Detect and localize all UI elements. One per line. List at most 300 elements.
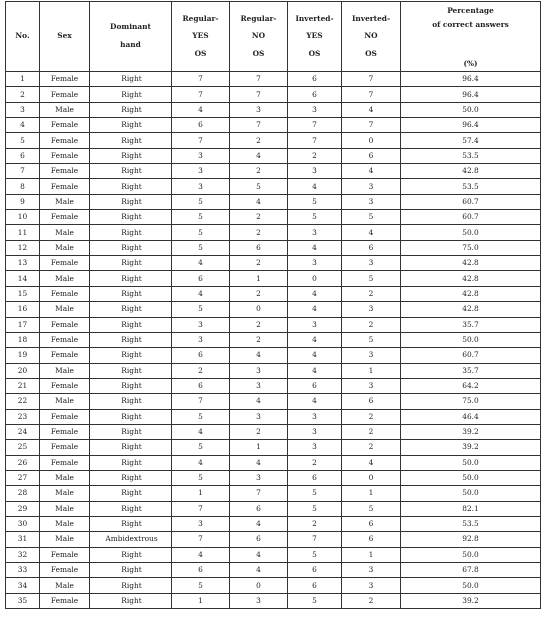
table-row: [6, 332, 541, 347]
results-table: [5, 1, 541, 609]
cell-inverted-yes-os: 4: [288, 286, 342, 301]
cell-regular-yes-os: 5: [172, 470, 230, 485]
cell-regular-yes-os: 3: [172, 516, 230, 531]
cell-regular-yes-os: 5: [172, 409, 230, 424]
cell-dominant-hand: Right: [90, 516, 172, 531]
cell-regular-no-os: 0: [230, 302, 288, 317]
cell-inverted-no-os: 2: [342, 424, 401, 439]
cell-sex: Male: [40, 240, 90, 255]
cell-percentage-correct: 57.4: [401, 133, 541, 148]
cell-inverted-no-os: 1: [342, 486, 401, 501]
cell-regular-yes-os: 5: [172, 240, 230, 255]
cell-sex: Female: [40, 348, 90, 363]
header-inverted-yes-os: Inverted- YES OS: [288, 2, 342, 72]
cell-regular-no-os: 7: [230, 118, 288, 133]
cell-percentage-correct: 67.8: [401, 563, 541, 578]
cell-percentage-correct: 75.0: [401, 394, 541, 409]
cell-percentage-correct: 39.2: [401, 424, 541, 439]
results-table-container: [5, 1, 540, 609]
cell-percentage-correct: 82.1: [401, 501, 541, 516]
cell-regular-no-os: 3: [230, 378, 288, 393]
table-row: [6, 409, 541, 424]
cell-inverted-no-os: 6: [342, 532, 401, 547]
cell-sex: Female: [40, 256, 90, 271]
cell-dominant-hand: Right: [90, 302, 172, 317]
cell-no: 2: [6, 87, 40, 102]
table-row: [6, 455, 541, 470]
cell-sex: Female: [40, 118, 90, 133]
cell-inverted-no-os: 3: [342, 302, 401, 317]
cell-inverted-yes-os: 5: [288, 194, 342, 209]
cell-inverted-no-os: 3: [342, 194, 401, 209]
cell-no: 19: [6, 348, 40, 363]
cell-percentage-correct: 42.8: [401, 256, 541, 271]
cell-no: 27: [6, 470, 40, 485]
cell-regular-no-os: 2: [230, 424, 288, 439]
cell-regular-yes-os: 4: [172, 102, 230, 117]
table-row: [6, 133, 541, 148]
cell-no: 3: [6, 102, 40, 117]
cell-sex: Female: [40, 409, 90, 424]
cell-sex: Female: [40, 87, 90, 102]
cell-inverted-yes-os: 6: [288, 87, 342, 102]
cell-inverted-no-os: 6: [342, 240, 401, 255]
cell-no: 28: [6, 486, 40, 501]
cell-no: 24: [6, 424, 40, 439]
cell-regular-yes-os: 4: [172, 455, 230, 470]
cell-no: 14: [6, 271, 40, 286]
cell-inverted-no-os: 7: [342, 72, 401, 87]
cell-dominant-hand: Right: [90, 225, 172, 240]
table-row: [6, 470, 541, 485]
table-row: [6, 271, 541, 286]
table-row: [6, 394, 541, 409]
cell-dominant-hand: Right: [90, 563, 172, 578]
cell-percentage-correct: 42.8: [401, 271, 541, 286]
cell-regular-no-os: 3: [230, 593, 288, 608]
cell-regular-yes-os: 7: [172, 532, 230, 547]
cell-sex: Female: [40, 286, 90, 301]
table-row: [6, 424, 541, 439]
cell-no: 13: [6, 256, 40, 271]
cell-dominant-hand: Right: [90, 286, 172, 301]
cell-regular-yes-os: 6: [172, 348, 230, 363]
cell-inverted-no-os: 6: [342, 394, 401, 409]
cell-percentage-correct: 39.2: [401, 440, 541, 455]
cell-inverted-yes-os: 3: [288, 409, 342, 424]
cell-dominant-hand: Right: [90, 486, 172, 501]
cell-regular-yes-os: 7: [172, 87, 230, 102]
cell-dominant-hand: Right: [90, 164, 172, 179]
header-inverted-no-os: Inverted- NO OS: [342, 2, 401, 72]
cell-inverted-yes-os: 4: [288, 363, 342, 378]
cell-sex: Male: [40, 302, 90, 317]
cell-dominant-hand: Right: [90, 87, 172, 102]
cell-regular-no-os: 4: [230, 455, 288, 470]
cell-inverted-no-os: 0: [342, 133, 401, 148]
cell-regular-no-os: 5: [230, 179, 288, 194]
cell-inverted-no-os: 3: [342, 378, 401, 393]
cell-dominant-hand: Right: [90, 547, 172, 562]
cell-sex: Male: [40, 532, 90, 547]
cell-sex: Female: [40, 563, 90, 578]
table-row: [6, 87, 541, 102]
cell-percentage-correct: 60.7: [401, 210, 541, 225]
cell-dominant-hand: Right: [90, 378, 172, 393]
table-row: [6, 532, 541, 547]
cell-no: 32: [6, 547, 40, 562]
header-row: [6, 2, 541, 72]
table-row: [6, 148, 541, 163]
table-row: [6, 501, 541, 516]
cell-inverted-yes-os: 5: [288, 486, 342, 501]
cell-inverted-no-os: 1: [342, 363, 401, 378]
cell-sex: Female: [40, 593, 90, 608]
cell-inverted-yes-os: 3: [288, 256, 342, 271]
cell-sex: Male: [40, 194, 90, 209]
cell-sex: Female: [40, 317, 90, 332]
table-row: [6, 102, 541, 117]
cell-dominant-hand: Right: [90, 271, 172, 286]
cell-regular-no-os: 4: [230, 194, 288, 209]
cell-inverted-yes-os: 3: [288, 164, 342, 179]
cell-sex: Female: [40, 440, 90, 455]
cell-regular-yes-os: 2: [172, 363, 230, 378]
cell-inverted-no-os: 6: [342, 516, 401, 531]
table-row: [6, 378, 541, 393]
cell-regular-yes-os: 5: [172, 302, 230, 317]
cell-inverted-no-os: 5: [342, 501, 401, 516]
cell-regular-no-os: 4: [230, 348, 288, 363]
cell-dominant-hand: Right: [90, 133, 172, 148]
cell-inverted-no-os: 4: [342, 455, 401, 470]
cell-sex: Female: [40, 133, 90, 148]
cell-dominant-hand: Right: [90, 440, 172, 455]
cell-dominant-hand: Right: [90, 363, 172, 378]
table-row: [6, 547, 541, 562]
cell-regular-no-os: 1: [230, 440, 288, 455]
cell-inverted-yes-os: 4: [288, 394, 342, 409]
cell-percentage-correct: 50.0: [401, 102, 541, 117]
cell-inverted-yes-os: 3: [288, 317, 342, 332]
cell-no: 1: [6, 72, 40, 87]
cell-regular-yes-os: 7: [172, 394, 230, 409]
table-row: [6, 72, 541, 87]
cell-sex: Male: [40, 363, 90, 378]
cell-no: 11: [6, 225, 40, 240]
cell-inverted-no-os: 7: [342, 87, 401, 102]
cell-percentage-correct: 50.0: [401, 470, 541, 485]
cell-inverted-no-os: 5: [342, 210, 401, 225]
cell-no: 30: [6, 516, 40, 531]
cell-no: 4: [6, 118, 40, 133]
table-row: [6, 317, 541, 332]
cell-regular-yes-os: 5: [172, 440, 230, 455]
cell-inverted-no-os: 4: [342, 225, 401, 240]
cell-dominant-hand: Right: [90, 593, 172, 608]
cell-regular-yes-os: 4: [172, 286, 230, 301]
cell-dominant-hand: Right: [90, 409, 172, 424]
cell-inverted-yes-os: 4: [288, 348, 342, 363]
header-regular-yes-os: Regular- YES OS: [172, 2, 230, 72]
cell-inverted-no-os: 4: [342, 164, 401, 179]
cell-inverted-yes-os: 2: [288, 455, 342, 470]
table-row: [6, 225, 541, 240]
cell-dominant-hand: Right: [90, 102, 172, 117]
cell-no: 10: [6, 210, 40, 225]
cell-regular-yes-os: 5: [172, 578, 230, 593]
cell-sex: Male: [40, 486, 90, 501]
cell-regular-yes-os: 7: [172, 501, 230, 516]
cell-no: 18: [6, 332, 40, 347]
table-row: [6, 118, 541, 133]
cell-inverted-no-os: 6: [342, 148, 401, 163]
cell-dominant-hand: Right: [90, 72, 172, 87]
cell-inverted-yes-os: 6: [288, 578, 342, 593]
table-row: [6, 194, 541, 209]
cell-percentage-correct: 53.5: [401, 179, 541, 194]
cell-inverted-yes-os: 4: [288, 179, 342, 194]
cell-regular-no-os: 4: [230, 148, 288, 163]
cell-inverted-no-os: 4: [342, 102, 401, 117]
cell-inverted-no-os: 3: [342, 578, 401, 593]
table-row: [6, 302, 541, 317]
cell-no: 31: [6, 532, 40, 547]
cell-inverted-yes-os: 2: [288, 148, 342, 163]
cell-sex: Female: [40, 210, 90, 225]
header-sex: Sex: [40, 2, 90, 72]
cell-no: 7: [6, 164, 40, 179]
cell-regular-no-os: 6: [230, 240, 288, 255]
header-no: No.: [6, 2, 40, 72]
cell-regular-no-os: 2: [230, 210, 288, 225]
cell-dominant-hand: Ambidextrous: [90, 532, 172, 547]
cell-no: 29: [6, 501, 40, 516]
cell-regular-no-os: 7: [230, 72, 288, 87]
cell-inverted-yes-os: 6: [288, 72, 342, 87]
cell-dominant-hand: Right: [90, 317, 172, 332]
cell-sex: Female: [40, 424, 90, 439]
cell-regular-yes-os: 6: [172, 118, 230, 133]
cell-regular-yes-os: 3: [172, 332, 230, 347]
cell-regular-no-os: 4: [230, 394, 288, 409]
cell-regular-no-os: 3: [230, 409, 288, 424]
cell-regular-yes-os: 3: [172, 164, 230, 179]
cell-no: 6: [6, 148, 40, 163]
cell-percentage-correct: 60.7: [401, 348, 541, 363]
cell-percentage-correct: 46.4: [401, 409, 541, 424]
cell-inverted-yes-os: 4: [288, 302, 342, 317]
cell-sex: Male: [40, 578, 90, 593]
cell-percentage-correct: 50.0: [401, 547, 541, 562]
cell-dominant-hand: Right: [90, 210, 172, 225]
cell-no: 22: [6, 394, 40, 409]
table-row: [6, 516, 541, 531]
cell-no: 17: [6, 317, 40, 332]
cell-inverted-yes-os: 3: [288, 102, 342, 117]
cell-inverted-no-os: 2: [342, 317, 401, 332]
cell-regular-yes-os: 3: [172, 148, 230, 163]
cell-dominant-hand: Right: [90, 578, 172, 593]
cell-regular-yes-os: 1: [172, 486, 230, 501]
cell-inverted-yes-os: 7: [288, 133, 342, 148]
cell-sex: Female: [40, 455, 90, 470]
cell-inverted-no-os: 1: [342, 547, 401, 562]
cell-percentage-correct: 50.0: [401, 578, 541, 593]
cell-percentage-correct: 42.8: [401, 302, 541, 317]
cell-inverted-no-os: 2: [342, 593, 401, 608]
table-row: [6, 486, 541, 501]
cell-percentage-correct: 96.4: [401, 72, 541, 87]
table-row: [6, 440, 541, 455]
cell-sex: Female: [40, 332, 90, 347]
table-row: [6, 286, 541, 301]
cell-regular-no-os: 4: [230, 547, 288, 562]
cell-inverted-no-os: 0: [342, 470, 401, 485]
cell-percentage-correct: 64.2: [401, 378, 541, 393]
cell-inverted-no-os: 3: [342, 179, 401, 194]
cell-regular-yes-os: 5: [172, 225, 230, 240]
cell-percentage-correct: 50.0: [401, 332, 541, 347]
table-row: [6, 256, 541, 271]
cell-sex: Female: [40, 164, 90, 179]
cell-no: 23: [6, 409, 40, 424]
cell-no: 20: [6, 363, 40, 378]
cell-percentage-correct: 35.7: [401, 317, 541, 332]
cell-sex: Male: [40, 470, 90, 485]
cell-dominant-hand: Right: [90, 424, 172, 439]
cell-no: 8: [6, 179, 40, 194]
cell-regular-yes-os: 4: [172, 256, 230, 271]
cell-no: 15: [6, 286, 40, 301]
cell-sex: Female: [40, 378, 90, 393]
cell-regular-yes-os: 5: [172, 210, 230, 225]
cell-inverted-yes-os: 5: [288, 210, 342, 225]
cell-dominant-hand: Right: [90, 394, 172, 409]
cell-percentage-correct: 96.4: [401, 87, 541, 102]
cell-percentage-correct: 35.7: [401, 363, 541, 378]
cell-inverted-no-os: 2: [342, 440, 401, 455]
cell-regular-no-os: 7: [230, 486, 288, 501]
cell-sex: Male: [40, 271, 90, 286]
cell-dominant-hand: Right: [90, 348, 172, 363]
cell-regular-no-os: 2: [230, 332, 288, 347]
cell-regular-yes-os: 6: [172, 271, 230, 286]
table-row: [6, 563, 541, 578]
results-table-body: [6, 72, 541, 609]
cell-regular-no-os: 4: [230, 563, 288, 578]
cell-percentage-correct: 42.8: [401, 164, 541, 179]
cell-no: 26: [6, 455, 40, 470]
cell-sex: Female: [40, 72, 90, 87]
cell-inverted-yes-os: 5: [288, 501, 342, 516]
cell-percentage-correct: 50.0: [401, 225, 541, 240]
table-row: [6, 210, 541, 225]
cell-inverted-yes-os: 6: [288, 470, 342, 485]
cell-sex: Male: [40, 516, 90, 531]
cell-regular-no-os: 4: [230, 516, 288, 531]
cell-regular-no-os: 1: [230, 271, 288, 286]
cell-regular-no-os: 2: [230, 133, 288, 148]
cell-sex: Female: [40, 179, 90, 194]
cell-regular-yes-os: 5: [172, 194, 230, 209]
cell-inverted-yes-os: 4: [288, 240, 342, 255]
cell-dominant-hand: Right: [90, 332, 172, 347]
cell-inverted-yes-os: 6: [288, 563, 342, 578]
cell-inverted-no-os: 3: [342, 348, 401, 363]
cell-no: 35: [6, 593, 40, 608]
cell-inverted-yes-os: 7: [288, 118, 342, 133]
cell-sex: Female: [40, 148, 90, 163]
cell-regular-no-os: 2: [230, 286, 288, 301]
cell-sex: Male: [40, 394, 90, 409]
header-regular-no-os: Regular- NO OS: [230, 2, 288, 72]
cell-percentage-correct: 50.0: [401, 455, 541, 470]
cell-no: 33: [6, 563, 40, 578]
cell-regular-yes-os: 7: [172, 72, 230, 87]
cell-percentage-correct: 92.8: [401, 532, 541, 547]
cell-sex: Male: [40, 225, 90, 240]
cell-percentage-correct: 42.8: [401, 286, 541, 301]
cell-dominant-hand: Right: [90, 501, 172, 516]
cell-percentage-correct: 39.2: [401, 593, 541, 608]
cell-regular-yes-os: 1: [172, 593, 230, 608]
cell-dominant-hand: Right: [90, 470, 172, 485]
cell-inverted-no-os: 5: [342, 332, 401, 347]
cell-inverted-no-os: 5: [342, 271, 401, 286]
cell-regular-yes-os: 3: [172, 179, 230, 194]
cell-percentage-correct: 60.7: [401, 194, 541, 209]
cell-inverted-no-os: 3: [342, 563, 401, 578]
cell-inverted-yes-os: 5: [288, 593, 342, 608]
cell-regular-yes-os: 4: [172, 547, 230, 562]
table-row: [6, 593, 541, 608]
cell-regular-no-os: 0: [230, 578, 288, 593]
table-row: [6, 164, 541, 179]
cell-regular-no-os: 2: [230, 256, 288, 271]
cell-inverted-no-os: 2: [342, 286, 401, 301]
cell-percentage-correct: 96.4: [401, 118, 541, 133]
table-row: [6, 179, 541, 194]
table-row: [6, 348, 541, 363]
cell-dominant-hand: Right: [90, 194, 172, 209]
cell-regular-yes-os: 7: [172, 133, 230, 148]
cell-no: 25: [6, 440, 40, 455]
cell-dominant-hand: Right: [90, 256, 172, 271]
cell-percentage-correct: 50.0: [401, 486, 541, 501]
cell-regular-yes-os: 6: [172, 563, 230, 578]
cell-percentage-correct: 75.0: [401, 240, 541, 255]
cell-no: 12: [6, 240, 40, 255]
cell-sex: Male: [40, 102, 90, 117]
cell-regular-yes-os: 3: [172, 317, 230, 332]
cell-no: 21: [6, 378, 40, 393]
table-row: [6, 240, 541, 255]
cell-inverted-no-os: 2: [342, 409, 401, 424]
cell-inverted-yes-os: 4: [288, 332, 342, 347]
cell-dominant-hand: Right: [90, 240, 172, 255]
header-dominant-hand: Dominant hand: [90, 2, 172, 72]
cell-inverted-yes-os: 3: [288, 225, 342, 240]
cell-dominant-hand: Right: [90, 148, 172, 163]
cell-regular-no-os: 2: [230, 225, 288, 240]
cell-regular-no-os: 3: [230, 363, 288, 378]
cell-inverted-no-os: 7: [342, 118, 401, 133]
cell-regular-no-os: 3: [230, 470, 288, 485]
cell-no: 34: [6, 578, 40, 593]
cell-no: 9: [6, 194, 40, 209]
cell-regular-no-os: 3: [230, 102, 288, 117]
